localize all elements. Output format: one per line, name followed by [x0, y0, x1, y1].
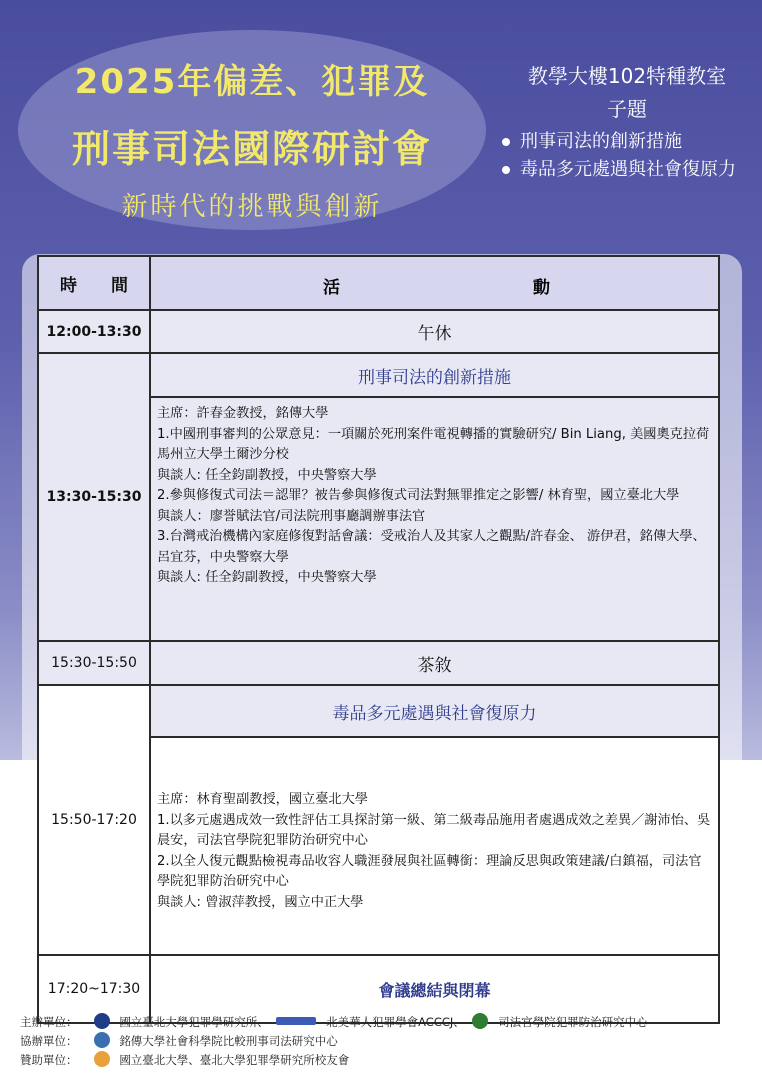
subtopic-heading: 子題 — [607, 97, 647, 121]
session2-time: 15:50-17:20 — [38, 685, 150, 955]
time-column-header: 時 間 — [38, 256, 150, 310]
session1-details — [150, 397, 719, 641]
activity-header-char: 動 — [533, 278, 550, 298]
lunch-time: 12:00-13:30 — [38, 310, 150, 353]
sponsor-label: 贊助單位： — [20, 1053, 78, 1067]
venue-info — [496, 60, 758, 184]
co-organizer-row — [20, 1032, 750, 1051]
tea-label: 茶敘 — [150, 641, 719, 685]
sponsor-row — [20, 1051, 750, 1070]
organizer-row — [20, 1013, 750, 1032]
organizer-label: 主辦單位： — [20, 1015, 78, 1029]
activity-header-char: 活 — [323, 278, 340, 298]
sponsor-name: 國立臺北大學、臺北大學犯罪學研究所校友會 — [119, 1053, 350, 1067]
detail-line: 2.參與修復式司法＝認罪？被告參與修復式司法對無罪推定之影響/ 林育聖，國立臺北大學 — [157, 488, 680, 503]
conference-subtitle: 新時代的挑戰與創新 — [121, 192, 383, 222]
detail-line: 與談人：廖誉賦法官/司法院刑事廳調辦事法官 — [157, 508, 426, 524]
co-organizer-label: 協辦單位： — [20, 1034, 78, 1048]
detail-line: 主席：林育聖副教授，國立臺北大學 — [157, 792, 368, 807]
lunch-label: 午休 — [150, 310, 719, 353]
detail-line: 與談人: 任全鈞副教授，中央警察大學 — [157, 570, 377, 585]
acccj-logo-icon — [276, 1017, 316, 1025]
organizer-name: 北美華人犯罪學會ACCCJ、 — [326, 1015, 465, 1029]
table-header-row — [38, 256, 719, 310]
session1-title: 刑事司法的創新措施 — [150, 353, 719, 397]
detail-line: 1.以多元處遇成效一致性評估工具探討第一級、第二級毒品施用者處遇成效之差異／謝沛怡、吳晨安，司法官學院犯罪防治研究中心 — [157, 812, 711, 848]
session2-title: 毒品多元處遇與社會復原力 — [150, 685, 719, 737]
footer — [20, 1013, 750, 1070]
schedule-table — [37, 255, 720, 1024]
detail-line: 主席：許春金教授，銘傳大學 — [157, 406, 329, 421]
detail-line: 與談人: 曾淑萍教授，國立中正大學 — [157, 894, 364, 910]
closing-time: 17:20~17:30 — [38, 955, 150, 1023]
subtopic-list — [496, 128, 758, 184]
detail-line: 與談人: 任全鈞副教授，中央警察大學 — [157, 467, 377, 483]
venue-room: 教學大樓102特種教室 — [527, 64, 727, 88]
detail-line: 2.以全人復元觀點檢視毒品收容人職涯發展與社區轉銜：理論反思與政策建議/白鎮福，司法官學院犯罪防治研究中心 — [157, 853, 702, 889]
organizer-name: 司法官學院犯罪防治研究中心 — [498, 1015, 648, 1029]
conference-title-line1: 2025年偏差、犯罪及 — [74, 62, 430, 102]
session2-details — [150, 737, 719, 955]
subtopic-item: 毒品多元處遇與社會復原力 — [496, 156, 758, 184]
table-row — [38, 310, 719, 353]
table-row — [38, 685, 719, 737]
session1-time: 13:30-15:30 — [38, 353, 150, 641]
organizer-name: 國立臺北大學犯罪學研究所、 — [119, 1015, 269, 1029]
sponsor-logo-icon — [94, 1051, 110, 1067]
university-logo-icon — [94, 1013, 110, 1029]
detail-line: 1.中國刑事審判的公眾意見：一項關於死刑案件電視轉播的實驗研究/ Bin Liang, 美國奧克拉荷馬州立大學土爾沙分校 — [157, 426, 710, 462]
activity-column-header — [150, 256, 719, 310]
detail-line: 3.台灣戒治機構內家庭修復對話會議：受戒治人及其家人之觀點/許春金、 游伊君，銘傳大學、呂宜芬，中央警察大學 — [157, 529, 706, 565]
table-row — [38, 353, 719, 397]
tea-time: 15:30-15:50 — [38, 641, 150, 685]
table-row — [38, 641, 719, 685]
co-organizer-name: 銘傳大學社會科學院比較刑事司法研究中心 — [119, 1034, 338, 1048]
subtopic-item: 刑事司法的創新措施 — [496, 128, 758, 156]
mingchuan-logo-icon — [94, 1032, 110, 1048]
conference-title-line2: 刑事司法國際研討會 — [71, 127, 432, 171]
closing-label: 會議總結與閉幕 — [150, 955, 719, 1023]
academy-logo-icon — [472, 1013, 488, 1029]
